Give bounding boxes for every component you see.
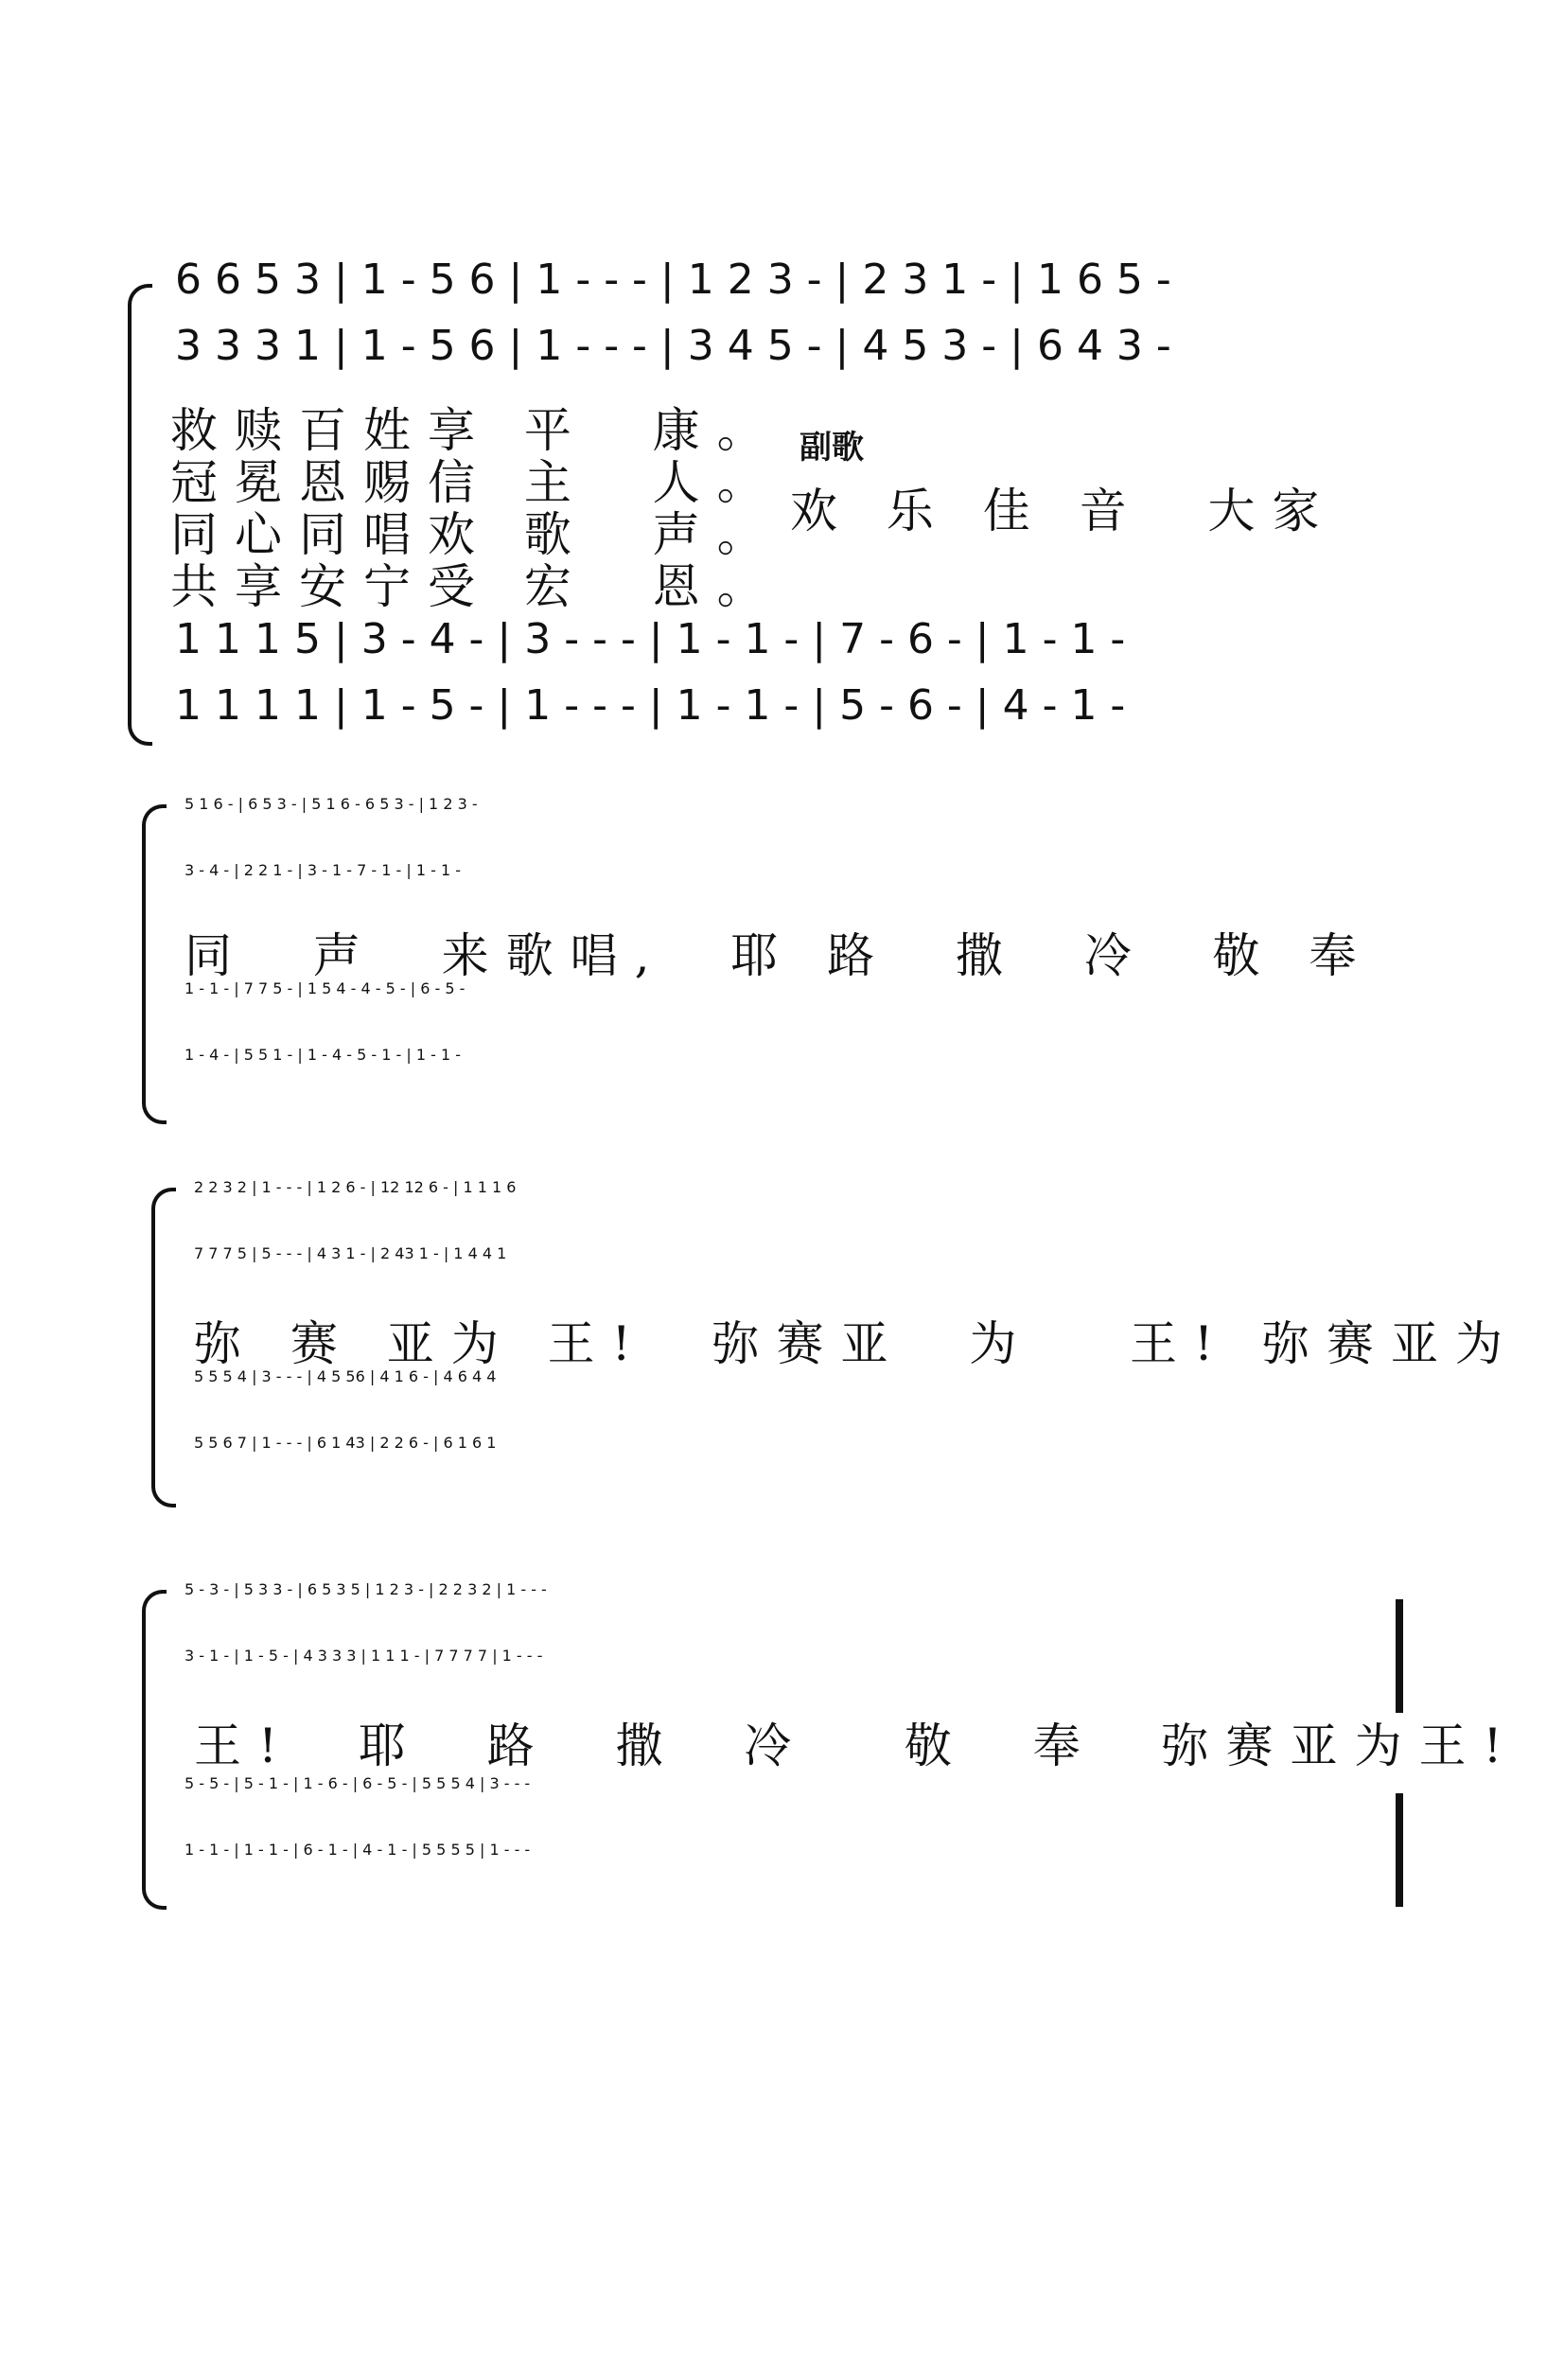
staff-bass: [185, 1046, 461, 1112]
notation: 5 1 6 - | 6 5 3 - | 5 1 6 - 6 5 3 - | 1 2 3 -: [185, 795, 478, 813]
staff-tenor: [194, 1367, 496, 1434]
staff-alto: [185, 1647, 542, 1713]
notation: 3 3 3 1 | 1 - 5 6 | 1 - - - | 3 4 5 - | 4 5 3 - | 6 4 3 -: [175, 322, 1171, 370]
notation: 5 - 5 - | 5 - 1 - | 1 - 6 - | 6 - 5 - | 5 5 5 4 | 3 - - -: [185, 1774, 531, 1792]
staff-bass: [194, 1434, 496, 1500]
notation: 1 - 1 - | 1 - 1 - | 6 - 1 - | 4 - 1 - | 5 5 5 5 | 1 - - -: [185, 1841, 531, 1859]
section-label-refrain: 副歌: [800, 429, 864, 467]
notation: 1 1 1 5 | 3 - 4 - | 3 - - - | 1 - 1 - | 7 - 6 - | 1 - 1 -: [175, 615, 1126, 663]
lyric: 王! 耶 路 撒 冷 敬 奉 弥赛亚为王!: [194, 1719, 1520, 1773]
staff-soprano: [185, 795, 478, 861]
lyric-verse-1: 救赎百姓享 平 康。: [170, 403, 782, 458]
staff-tenor: [175, 615, 1125, 681]
notation: 5 5 6 7 | 1 - - - | 6 1 43 | 2 2 6 - | 6 1 6 1: [194, 1434, 497, 1452]
notation: 1 1 1 1 | 1 - 5 - | 1 - - - | 1 - 1 - | 5 - 6 - | 4 - 1 -: [175, 681, 1126, 730]
staff-alto: [175, 322, 1171, 388]
system-brace: [128, 284, 152, 746]
notation: 6 6 5 3 | 1 - 5 6 | 1 - - - | 1 2 3 - | 2 3 1 - | 1 6 5 -: [175, 256, 1171, 304]
system-brace: [142, 1590, 167, 1910]
staff-bass: [185, 1841, 530, 1907]
lyric-verse-3: 同心同唱欢 歌 声。: [170, 507, 782, 562]
staff-tenor: [185, 979, 465, 1046]
notation: 2 2 3 2 | 1 - - - | 1 2 6 - | 12 12 6 - | 1 1 1 6: [194, 1178, 517, 1196]
system-brace: [142, 804, 167, 1124]
notation: 7 7 7 5 | 5 - - - | 4 3 1 - | 2 43 1 - | 1 4 4 1: [194, 1244, 507, 1262]
staff-soprano: [185, 1580, 547, 1647]
lyric-verse-4: 共享安宁受 宏 恩。: [170, 559, 782, 614]
lyric: 弥 赛 亚为 王! 弥赛亚 为 王! 弥赛亚为: [194, 1316, 1520, 1371]
lyric: 同 声 来歌唱, 耶 路 撒 冷 敬 奉: [185, 928, 1374, 983]
lyric-verse-2: 冠冕恩赐信 主 人。: [170, 455, 782, 510]
final-barline-bottom: [1396, 1793, 1403, 1907]
staff-alto: [194, 1244, 506, 1311]
staff-bass: [175, 681, 1125, 748]
final-barline-top: [1396, 1599, 1403, 1713]
staff-soprano: [194, 1178, 516, 1244]
lyric-refrain: 欢 乐 佳 音 大家: [790, 484, 1337, 538]
notation: 3 - 1 - | 1 - 5 - | 4 3 3 3 | 1 1 1 - | 7 7 7 7 | 1 - - -: [185, 1647, 543, 1665]
staff-soprano: [175, 256, 1171, 322]
notation: 1 - 4 - | 5 5 1 - | 1 - 4 - 5 - 1 - | 1 - 1 -: [185, 1046, 461, 1064]
notation: 1 - 1 - | 7 7 5 - | 1 5 4 - 4 - 5 - | 6 - 5 -: [185, 979, 466, 997]
staff-tenor: [185, 1774, 530, 1841]
notation: 5 5 5 4 | 3 - - - | 4 5 56 | 4 1 6 - | 4 6 4 4: [194, 1367, 497, 1385]
system-brace: [151, 1188, 176, 1507]
notation: 5 - 3 - | 5 3 3 - | 6 5 3 5 | 1 2 3 - | 2 2 3 2 | 1 - - -: [185, 1580, 547, 1598]
notation: 3 - 4 - | 2 2 1 - | 3 - 1 - 7 - 1 - | 1 - 1 -: [185, 861, 461, 879]
